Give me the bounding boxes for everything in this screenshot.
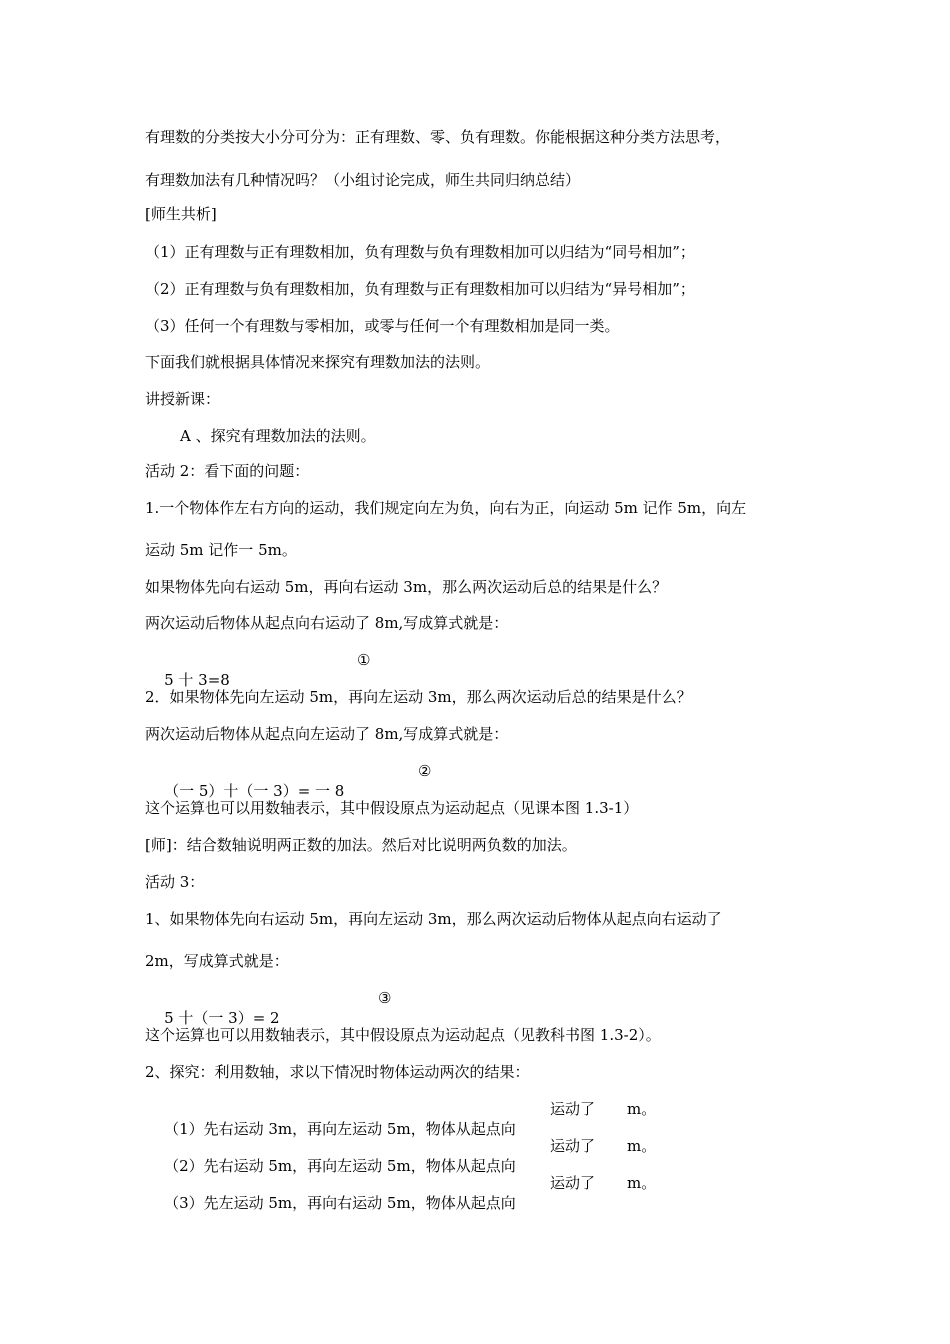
activity-2-heading: 活动 2：看下面的问题：	[145, 462, 310, 480]
equation-1-text: 5 十 3=8	[164, 671, 230, 689]
explore-heading: 2、探究：利用数轴，求以下情况时物体运动两次的结果：	[145, 1063, 530, 1081]
exercise-item	[145, 1173, 516, 1233]
teacher-note: [师]：结合数轴说明两正数的加法。然后对比说明两负数的加法。	[145, 836, 577, 854]
paragraph-intro-1: 有理数的分类按大小分可分为：正有理数、零、负有理数。你能根据这种分类方法思考，	[145, 128, 731, 146]
exercise-suffix: m。	[627, 1100, 657, 1118]
equation-2-mark: ②	[418, 762, 432, 780]
equation-3-text: 5 十（一 3）= 2	[164, 1009, 280, 1027]
activity-3-heading: 活动 3：	[145, 873, 205, 891]
transition-text: 下面我们就根据具体情况来探究有理数加法的法则。	[145, 353, 491, 371]
equation-1-mark: ①	[357, 651, 371, 669]
number-axis-note-1: 这个运算也可以用数轴表示，其中假设原点为运动起点（见课本图 1.3-1）	[145, 799, 639, 817]
equation-3-mark: ③	[378, 989, 392, 1007]
exercise-middle: 运动了	[550, 1174, 596, 1192]
equation-2-text: （一 5）十（一 3）= 一 8	[164, 782, 345, 800]
r1-line-2: 2m，写成算式就是：	[145, 952, 289, 970]
problem-1-line-2: 运动 5m 记作一 5m。	[145, 541, 297, 559]
answer-1: 两次运动后物体从起点向右运动了 8m,写成算式就是：	[145, 614, 509, 632]
question-2: 2．如果物体先向左运动 5m，再向左运动 3m，那么两次运动后总的结果是什么？	[145, 688, 692, 706]
paragraph-intro-2: 有理数加法有几种情况吗？（小组讨论完成，师生共同归纳总结）	[145, 171, 581, 189]
section-a-heading: A 、探究有理数加法的法则。	[180, 427, 376, 445]
question-1: 如果物体先向右运动 5m，再向右运动 3m，那么两次运动后总的结果是什么？	[145, 578, 668, 596]
case-3: （3）任何一个有理数与零相加，或零与任何一个有理数相加是同一类。	[145, 317, 620, 335]
exercise-suffix: m。	[627, 1174, 657, 1192]
case-2: （2）正有理数与负有理数相加，负有理数与正有理数相加可以归结为“异号相加”；	[145, 280, 695, 298]
problem-1-line-1: 1.一个物体作左右方向的运动，我们规定向左为负，向右为正，向运动 5m 记作 5m，向左	[145, 499, 747, 517]
exercise-prefix: （2）先右运动 5m，再向左运动 5m，物体从起点向	[164, 1157, 516, 1175]
analysis-heading: [师生共析]	[145, 205, 217, 223]
exercise-middle: 运动了	[550, 1100, 596, 1118]
answer-2: 两次运动后物体从起点向左运动了 8m,写成算式就是：	[145, 725, 509, 743]
new-lesson-heading: 讲授新课：	[145, 390, 221, 408]
exercise-middle: 运动了	[550, 1137, 596, 1155]
case-1: （1）正有理数与正有理数相加，负有理数与负有理数相加可以归结为“同号相加”；	[145, 243, 695, 261]
exercise-prefix: （3）先左运动 5m，再向右运动 5m，物体从起点向	[164, 1194, 516, 1212]
number-axis-note-2: 这个运算也可以用数轴表示，其中假设原点为运动起点（见教科书图 1.3-2）。	[145, 1026, 661, 1044]
r1-line-1: 1、如果物体先向右运动 5m，再向左运动 3m，那么两次运动后物体从起点向右运动了	[145, 910, 722, 928]
exercise-suffix: m。	[627, 1137, 657, 1155]
exercise-prefix: （1）先右运动 3m，再向左运动 5m，物体从起点向	[164, 1120, 516, 1138]
